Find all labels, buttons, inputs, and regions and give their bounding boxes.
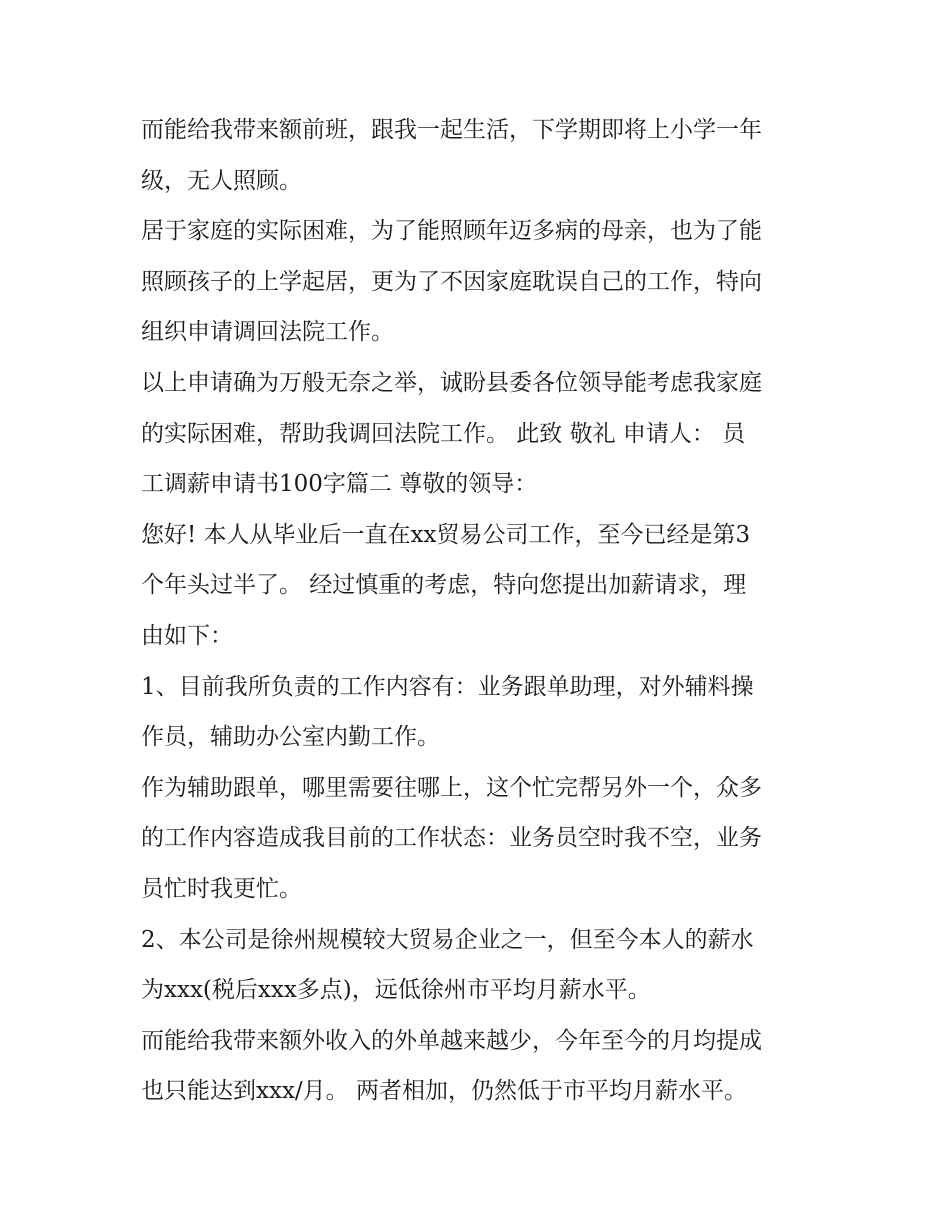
document-body	[141, 105, 821, 1117]
text-line: 的工作内容造成我目前的工作状态：业务员空时我不空，业务	[141, 825, 762, 852]
text-line: 您好! 本人从毕业后一直在xx贸易公司工作，至今已经是第3	[141, 521, 751, 548]
text-line: 级，无人照顾。	[141, 167, 302, 194]
text-line: 作员，辅助办公室内勤工作。	[141, 724, 440, 751]
text-line: 而能给我带来额外收入的外单越来越少，今年至今的月均提成	[141, 1027, 762, 1054]
text-line: 1、目前我所负责的工作内容有：业务跟单助理，对外辅料操	[141, 673, 754, 700]
text-line: 而能给我带来额前班，跟我一起生活，下学期即将上小学一年	[141, 117, 762, 143]
text-line: 居于家庭的实际困难，为了能照顾年迈多病的母亲，也为了能	[141, 218, 762, 245]
text-line: 由如下：	[141, 622, 233, 649]
text-line: 个年头过半了。 经过慎重的考虑，特向您提出加薪请求，理	[141, 572, 747, 599]
text-line: 的实际困难，帮助我调回法院工作。 此致 敬礼 申请人： 员	[141, 420, 746, 447]
text-line: 组织申请调回法院工作。	[141, 319, 394, 346]
text-line: 工调薪申请书100字篇二 尊敬的领导：	[141, 471, 538, 498]
text-line: 2、本公司是徐州规模较大贸易企业之一，但至今本人的薪水	[141, 926, 754, 953]
text-line: 员忙时我更忙。	[141, 875, 302, 902]
text-line: 作为辅助跟单，哪里需要往哪上，这个忙完帮另外一个，众多	[141, 774, 762, 801]
text-line: 以上申请确为万般无奈之举，诚盼县委各位领导能考虑我家庭	[141, 369, 762, 396]
text-line: 也只能达到xxx/月。 两者相加，仍然低于市平均月薪水平。	[141, 1078, 747, 1105]
text-line: 照顾孩子的上学起居，更为了不因家庭耽误自己的工作，特向	[141, 268, 762, 295]
text-line: 为xxx(税后xxx多点)，远低徐州市平均月薪水平。	[141, 977, 651, 1004]
